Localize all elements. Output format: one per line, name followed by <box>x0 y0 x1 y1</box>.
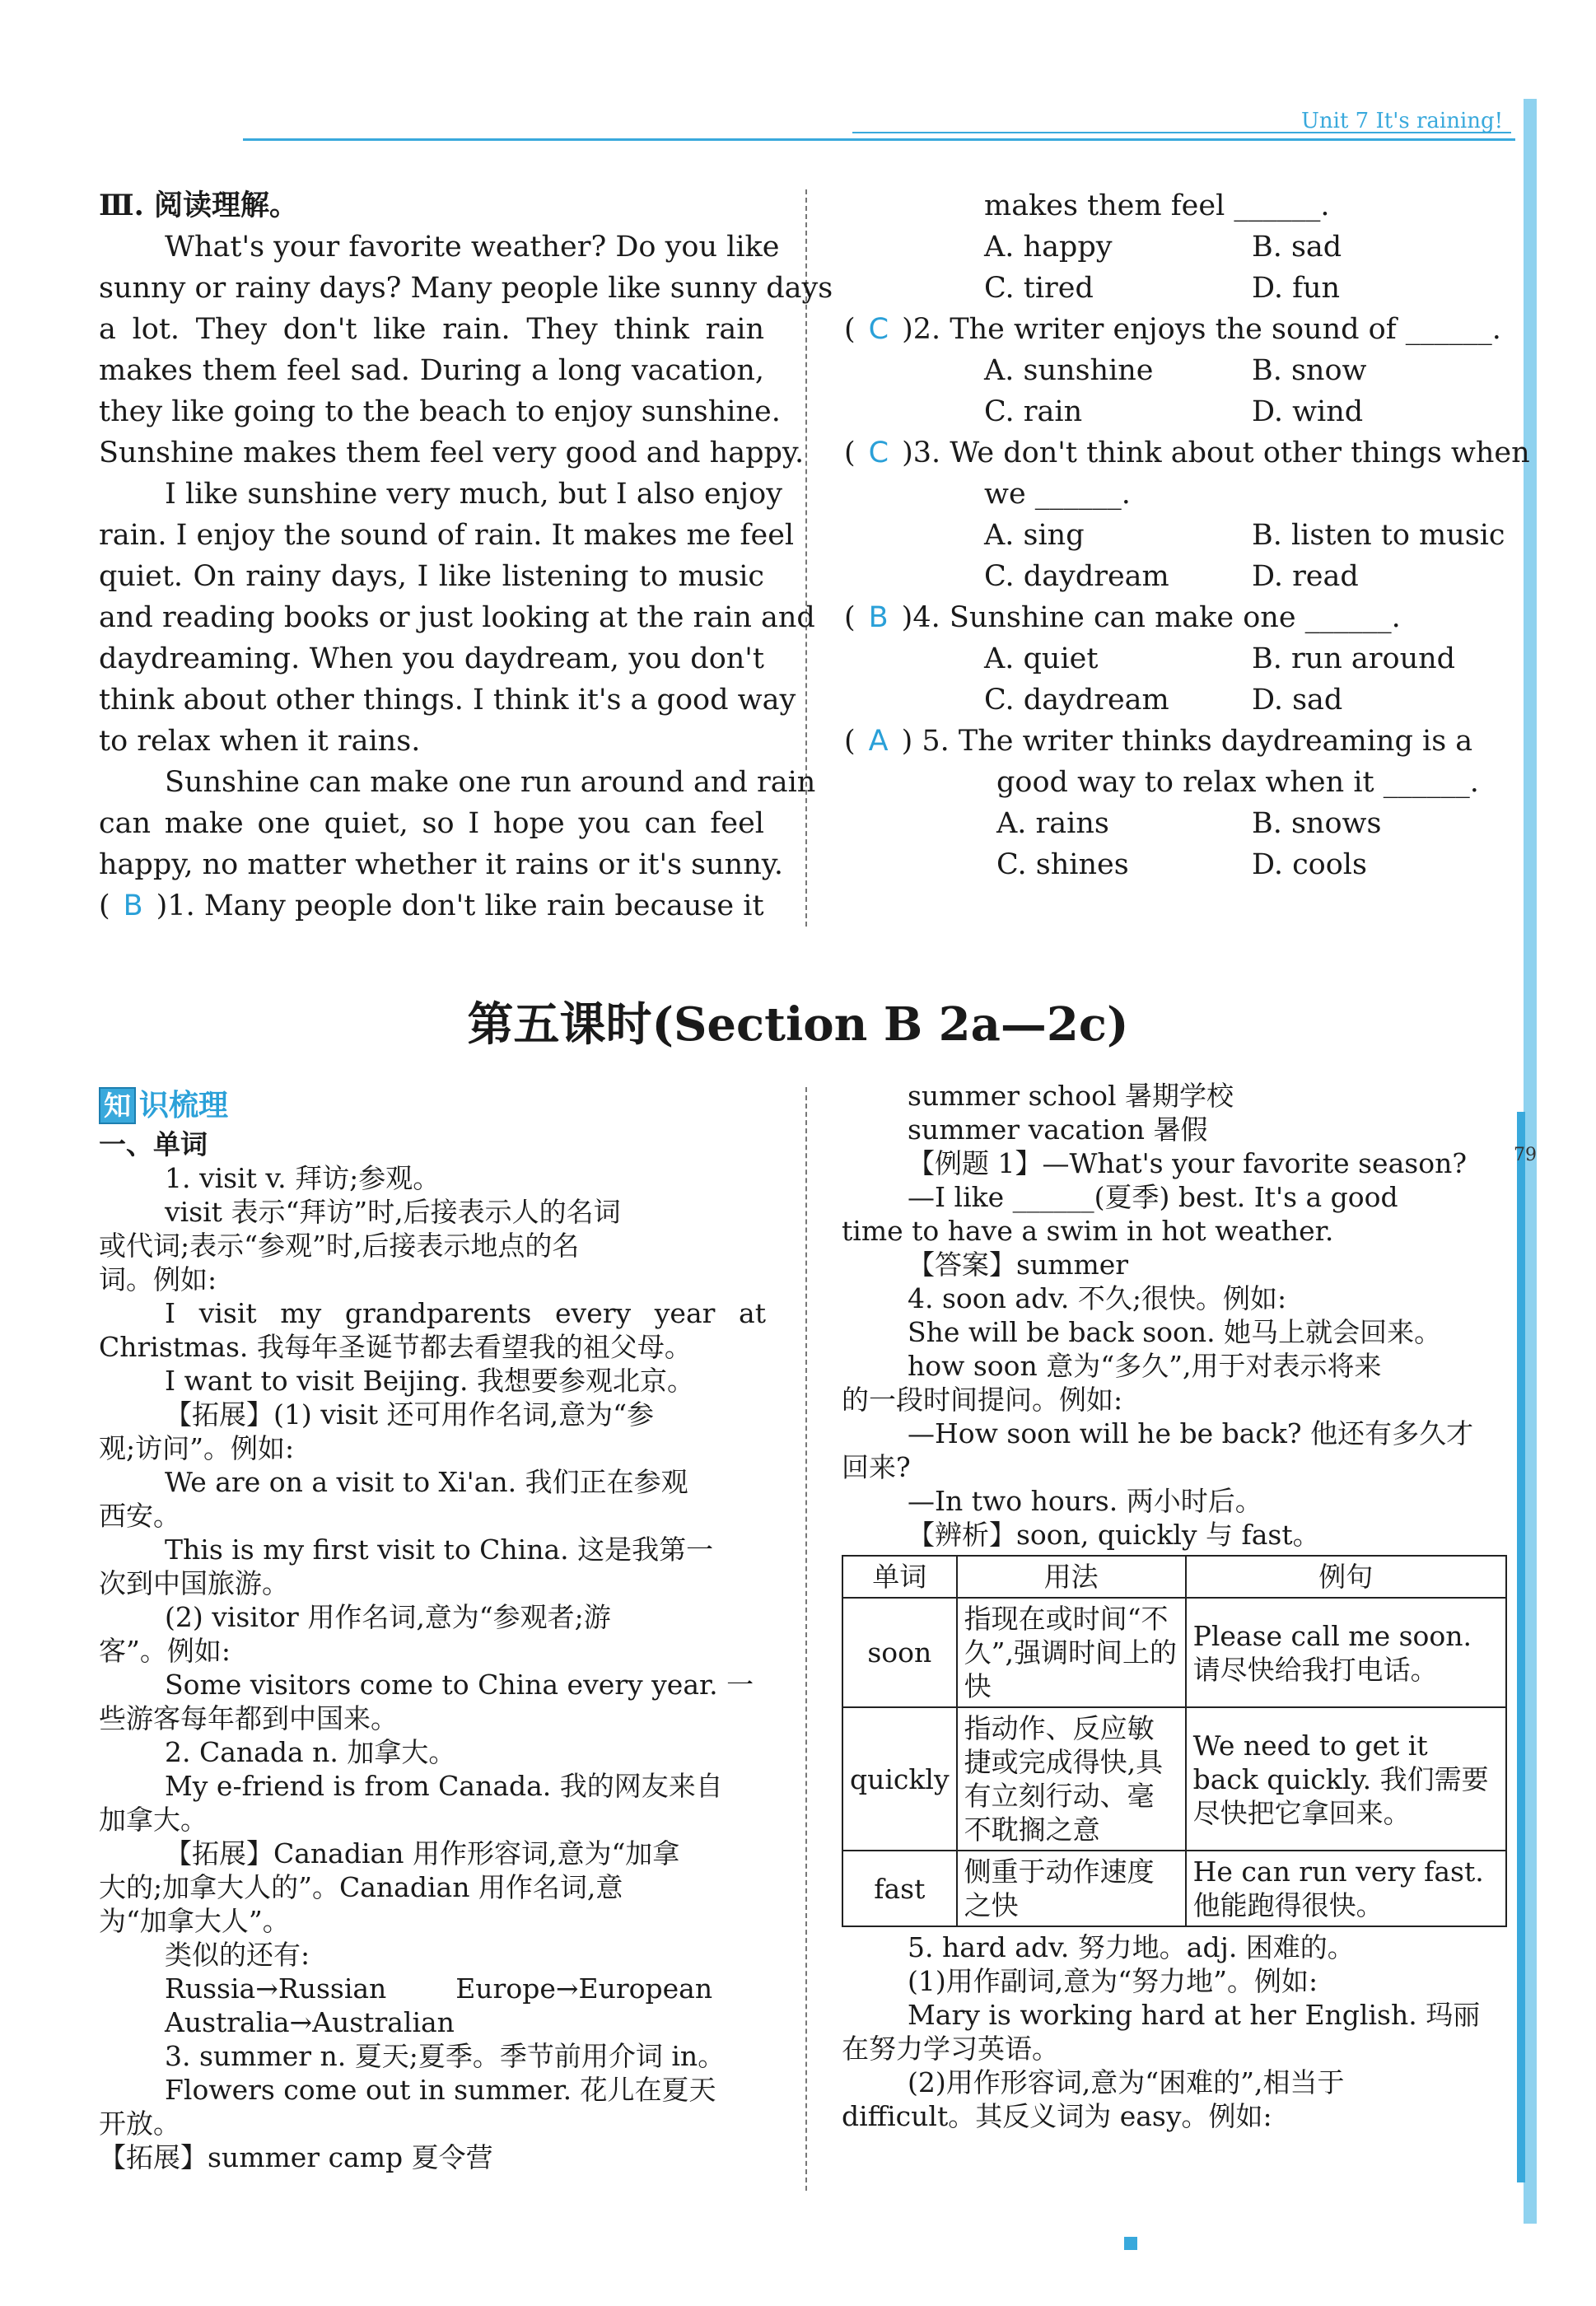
note-line: I want to visit Beijing. 我想要参观北京。 <box>165 1365 694 1397</box>
passage-line: think about other things. I think it's a good way <box>99 684 796 717</box>
question-3-continued: we ______. <box>984 478 1131 511</box>
note-line: Some visitors come to China every year. 一 <box>165 1669 754 1701</box>
note-line: —I like ______(夏季) best. It's a good <box>908 1181 1398 1213</box>
answer-1: B <box>123 889 143 922</box>
option: B. sad <box>1252 231 1342 264</box>
table-cell: He can run very fast. 他能跑得很快。 <box>1186 1851 1506 1926</box>
vocab-heading: 一、单词 <box>99 1128 208 1160</box>
note-line: Mary is working hard at her English. 玛丽 <box>908 1999 1481 2031</box>
table-cell: 指现在或时间“不久”,强调时间上的快 <box>957 1598 1186 1707</box>
note-line: Russia→Russian Europe→European <box>165 1972 713 2005</box>
table-header-cell: 例句 <box>1186 1556 1506 1598</box>
options-2 <box>844 350 1511 391</box>
option: A. sunshine <box>984 354 1154 387</box>
knowledge-heading: 知 识梳理 <box>99 1087 766 1124</box>
passage-line: rain. I enjoy the sound of rain. It makes me feel <box>99 519 795 552</box>
note-line: 类似的还有: <box>165 1939 310 1971</box>
passage-line: happy, no matter whether it rains or it's sunny. <box>99 848 784 881</box>
option: A. quiet <box>984 642 1099 675</box>
option: C. daydream <box>984 684 1169 717</box>
note-line: 2. Canada n. 加拿大。 <box>165 1736 456 1768</box>
answer-2: C <box>868 313 889 346</box>
passage-line: Sunshine makes them feel very good and happy. <box>99 436 805 469</box>
unit-header: Unit 7 It's raining! <box>1301 109 1504 133</box>
column-divider-bottom <box>805 1087 807 2191</box>
answer-4: B <box>868 601 889 634</box>
note-line: 【拓展】(1) visit 还可用作名词,意为“参 <box>165 1398 655 1431</box>
note-line: 【拓展】Canadian 用作形容词,意为“加拿 <box>165 1837 680 1870</box>
option: D. read <box>1252 560 1359 593</box>
note-line: 或代词;表示“参观”时,后接表示地点的名 <box>99 1230 580 1262</box>
note-line: summer school 暑期学校 <box>908 1080 1234 1112</box>
table-cell: We need to get it back quickly. 我们需要尽快把它拿回来。 <box>1186 1707 1506 1851</box>
note-line: 在努力学习英语。 <box>842 2033 1059 2065</box>
option: B. snow <box>1252 354 1367 387</box>
question-5-continued: good way to relax when it ______. <box>996 766 1479 799</box>
note-line: 1. visit v. 拜访;参观。 <box>165 1162 441 1194</box>
note-line: 的一段时间提问。例如: <box>842 1384 1123 1416</box>
note-line: 3. summer n. 夏天;夏季。季节前用介词 in。 <box>165 2040 726 2072</box>
table-cell: soon <box>842 1598 957 1707</box>
note-line: summer vacation 暑假 <box>908 1113 1208 1146</box>
passage-line: What's your favorite weather? Do you like <box>165 231 780 264</box>
zhi-badge: 知 <box>99 1087 136 1124</box>
option: C. tired <box>984 272 1094 305</box>
note-line: (1)用作副词,意为“努力地”。例如: <box>908 1965 1318 1997</box>
note-line: (2)用作形容词,意为“困难的”,相当于 <box>908 2066 1345 2098</box>
note-line: 加拿大。 <box>99 1804 208 1836</box>
options-2b <box>844 391 1511 432</box>
option: B. snows <box>1252 807 1382 840</box>
note-line: 西安。 <box>99 1500 180 1532</box>
options-1b <box>844 268 1511 309</box>
reading-passage <box>99 185 833 927</box>
table-row <box>842 1707 1506 1851</box>
option: B. run around <box>1252 642 1456 675</box>
answer-5: A <box>868 725 889 758</box>
note-line: 些游客每年都到中国来。 <box>99 1702 398 1734</box>
table-header <box>842 1556 1506 1598</box>
note-line: (2) visitor 用作名词,意为“参观者;游 <box>165 1601 611 1633</box>
note-line: 次到中国旅游。 <box>99 1567 289 1599</box>
option: D. sad <box>1252 684 1343 717</box>
note-line: —In two hours. 两小时后。 <box>908 1485 1262 1517</box>
note-line: Christmas. 我每年圣诞节都去看望我的祖父母。 <box>99 1331 692 1363</box>
note-line: She will be back soon. 她马上就会回来。 <box>908 1316 1442 1348</box>
passage-line: I like sunshine very much, but I also enjoy <box>165 478 783 511</box>
passage-line: they like going to the beach to enjoy sunshine. <box>99 395 781 428</box>
table-cell: quickly <box>842 1707 957 1851</box>
option: C. daydream <box>984 560 1169 593</box>
note-line: 4. soon adv. 不久;很快。例如: <box>908 1282 1287 1314</box>
reading-questions <box>844 185 1530 885</box>
note-line: My e-friend is from Canada. 我的网友来自 <box>165 1770 723 1802</box>
note-line: 5. hard adv. 努力地。adj. 困难的。 <box>908 1931 1355 1963</box>
option: C. shines <box>996 848 1129 881</box>
note-line: 回来? <box>842 1451 911 1483</box>
table-header-cell: 单词 <box>842 1556 957 1598</box>
options-3 <box>844 515 1511 556</box>
note-line: 为“加拿大人”。 <box>99 1905 290 1937</box>
option: C. rain <box>984 395 1083 428</box>
reading-heading: Ⅲ. 阅读理解。 <box>99 189 298 222</box>
note-line: 【拓展】summer camp 夏令营 <box>99 2141 493 2173</box>
note-line: 客”。例如: <box>99 1635 231 1667</box>
note-line: 【辨析】soon, quickly 与 fast。 <box>908 1519 1320 1551</box>
table-header-cell: 用法 <box>957 1556 1186 1598</box>
option: D. wind <box>1252 395 1364 428</box>
note-line: Australia→Australian <box>165 2006 455 2038</box>
passage-line: quiet. On rainy days, I like listening to music <box>99 560 764 593</box>
table-row <box>842 1851 1506 1926</box>
option: D. fun <box>1252 272 1341 305</box>
knowledge-right <box>842 1079 1509 2133</box>
passage-line: Sunshine can make one run around and rain <box>165 766 816 799</box>
note-line: I visit my grandparents every year at <box>165 1297 766 1329</box>
note-line: 【答案】summer <box>908 1249 1129 1281</box>
side-bar-accent <box>1517 1112 1525 2182</box>
note-line: 【例题 1】—What's your favorite season? <box>908 1147 1468 1179</box>
note-line: Flowers come out in summer. 花儿在夏天 <box>165 2074 716 2106</box>
passage-line: and reading books or just looking at the rain and <box>99 601 815 634</box>
question-1-continued: makes them feel ______. <box>984 189 1330 222</box>
page-number: 79 <box>1514 1145 1537 1165</box>
options-5b <box>844 844 1511 885</box>
answer-3: C <box>868 436 889 469</box>
note-line: —How soon will he be back? 他还有多久才 <box>908 1417 1474 1449</box>
option: A. sing <box>984 519 1085 552</box>
note-line: 词。例如: <box>99 1263 217 1295</box>
section-title: 第五课时(Section B 2a—2c) <box>467 997 1129 1052</box>
question-3: ( C )3. We don't think about other things when <box>844 436 1530 469</box>
note-line: 开放。 <box>99 2108 180 2140</box>
comparison-table <box>842 1555 1507 1927</box>
options-4 <box>844 638 1511 679</box>
note-line: We are on a visit to Xi'an. 我们正在参观 <box>165 1466 688 1498</box>
knowledge-left <box>99 1087 766 2174</box>
note-line: This is my first visit to China. 这是我第一 <box>165 1533 714 1566</box>
option: A. happy <box>984 231 1113 264</box>
table-row <box>842 1598 1506 1707</box>
question-5: ( A ) 5. The writer thinks daydreaming is a <box>844 725 1473 758</box>
passage-line: makes them feel sad. During a long vacation, <box>99 354 764 387</box>
table-cell: fast <box>842 1851 957 1926</box>
option: B. listen to music <box>1252 519 1505 552</box>
note-line: how soon 意为“多久”,用于对表示将来 <box>908 1350 1382 1382</box>
passage-line: daydreaming. When you daydream, you don't <box>99 642 764 675</box>
question-2: ( C )2. The writer enjoys the sound of ______. <box>844 313 1501 346</box>
options-1 <box>844 226 1511 268</box>
table-cell: 侧重于动作速度之快 <box>957 1851 1186 1926</box>
option: A. rains <box>996 807 1109 840</box>
note-line: 观;访问”。例如: <box>99 1432 295 1464</box>
passage-line: can make one quiet, so I hope you can feel <box>99 807 764 840</box>
option: D. cools <box>1252 848 1367 881</box>
note-line: time to have a swim in hot weather. <box>842 1215 1334 1247</box>
options-3b <box>844 556 1511 597</box>
options-5 <box>844 803 1511 844</box>
question-4: ( B )4. Sunshine can make one ______. <box>844 601 1401 634</box>
table-cell: Please call me soon. 请尽快给我打电话。 <box>1186 1598 1506 1707</box>
note-line: visit 表示“拜访”时,后接表示人的名词 <box>165 1196 621 1228</box>
question-1: ( B )1. Many people don't like rain because it <box>99 889 764 922</box>
options-4b <box>844 679 1511 721</box>
passage-line: a lot. They don't like rain. They think rain <box>99 313 764 346</box>
bottom-marker <box>1124 2237 1137 2250</box>
passage-line: to relax when it rains. <box>99 725 421 758</box>
note-line: 大的;加拿大人的”。Canadian 用作名词,意 <box>99 1871 623 1903</box>
header-rule-lower <box>243 138 1515 141</box>
note-line: difficult。其反义词为 easy。例如: <box>842 2100 1272 2132</box>
passage-line: sunny or rainy days? Many people like sunny days <box>99 272 833 305</box>
table-cell: 指动作、反应敏捷或完成得快,具有立刻行动、毫不耽搁之意 <box>957 1707 1186 1851</box>
